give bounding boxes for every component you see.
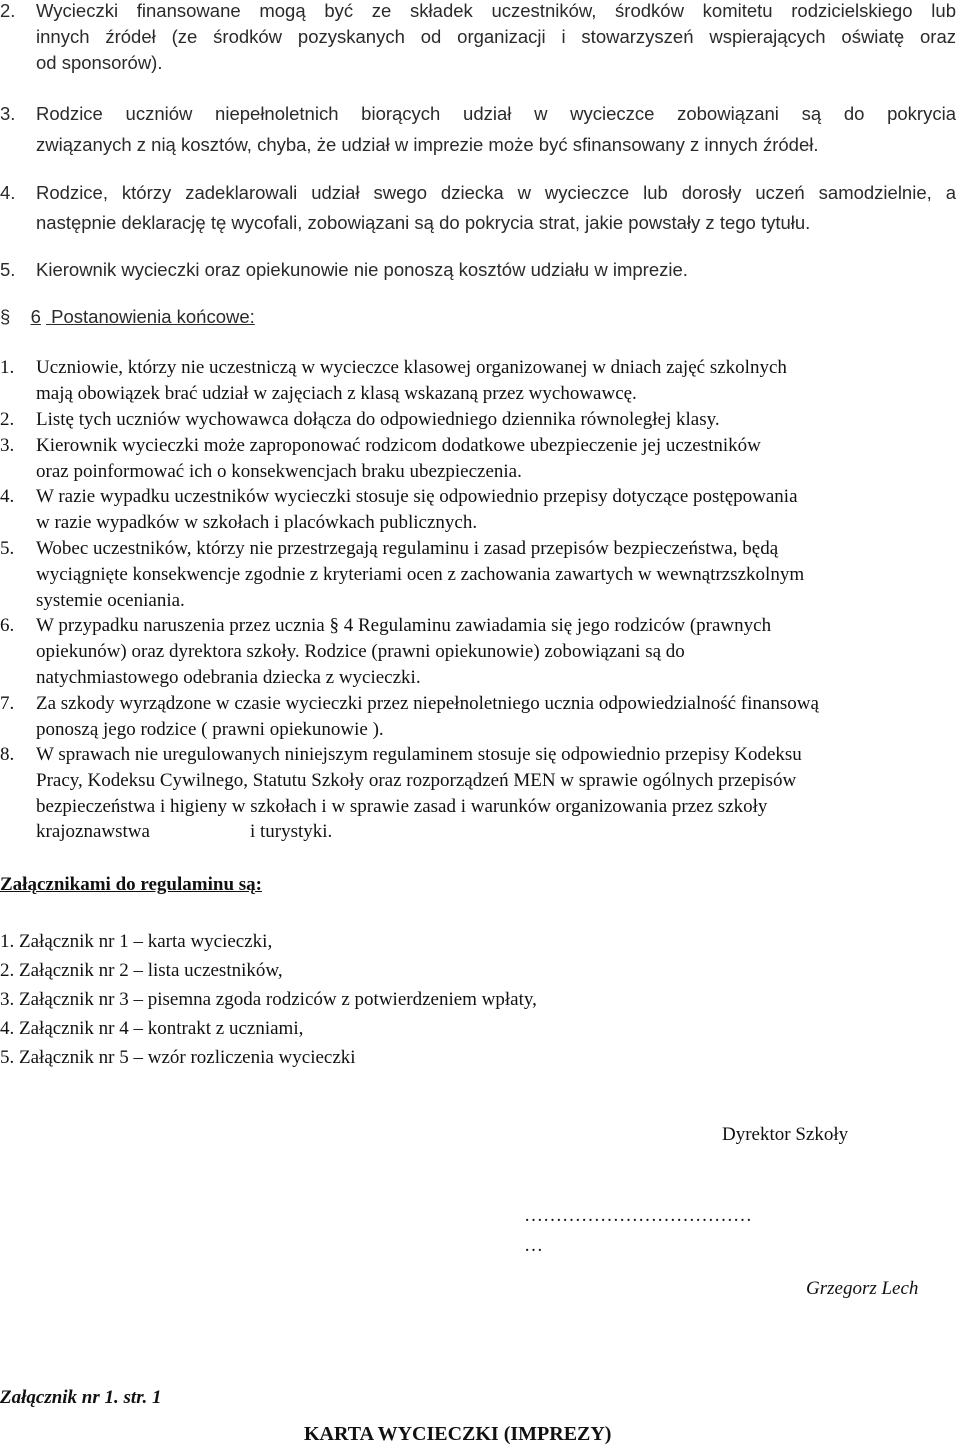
section-heading: [0, 306, 255, 328]
section-number: 6: [30, 306, 41, 327]
item-text-line: następnie deklarację tę wycofali, zobowiązani są do pokrycia strat, jakie powstały z tego tytułu.: [36, 212, 811, 233]
item-text-line: Rodzice, którzy zadeklarowali udział swego dziecka w wycieczce lub dorosły uczeń samodzielnie, a: [36, 182, 956, 203]
item-number: 3.: [0, 103, 16, 124]
signature-name: Grzegorz Lech: [806, 1278, 919, 1299]
signature-dots: …: [524, 1235, 543, 1256]
signature-dots: ………………………………: [524, 1205, 752, 1226]
section-symbol: §: [0, 306, 11, 327]
item-number: 8.: [0, 744, 15, 765]
item-text-line: Kierownik wycieczki może zaproponować rodzicom dodatkowe ubezpieczenie jej uczestników: [36, 435, 761, 456]
item-text-line: wyciągnięte konsekwencje zgodnie z kryteriami ocen z zachowania zawartych w wewnątrzszkolnym: [36, 564, 805, 585]
item-number: 5.: [0, 538, 15, 559]
item-text-line: związanych z nią kosztów, chyba, że udział w imprezie może być sfinansowany z innych źródeł.: [36, 134, 819, 155]
item-text-line: Kierownik wycieczki oraz opiekunowie nie ponoszą kosztów udziału w imprezie.: [36, 259, 688, 280]
attachment-item: 3. Załącznik nr 3 – pisemna zgoda rodziców z potwierdzeniem wpłaty,: [0, 989, 537, 1010]
item-number: 2.: [0, 409, 15, 430]
item-text-line: Pracy, Kodeksu Cywilnego, Statutu Szkoły oraz rozporządzeń MEN w sprawie ogólnych przepisów: [36, 770, 797, 791]
item-text-line: W sprawach nie uregulowanych niniejszym regulaminem stosuje się odpowiednio przepisy Kodeksu: [36, 744, 802, 765]
attachment-item: 1. Załącznik nr 1 – karta wycieczki,: [0, 931, 273, 952]
item-text-line: od sponsorów).: [36, 52, 163, 73]
item-text-line: systemie oceniania.: [36, 590, 185, 611]
attachment-item: 2. Załącznik nr 2 – lista uczestników,: [0, 960, 283, 981]
item-text-line: Rodzice uczniów niepełnoletnich biorących udział w wycieczce zobowiązani są do pokrycia: [36, 103, 956, 124]
item-text-line: Uczniowie, którzy nie uczestniczą w wycieczce klasowej organizowanej w dniach zajęć szkolnych: [36, 357, 787, 378]
item-text-line: opiekunów) oraz dyrektora szkoły. Rodzice (prawni opiekunowie) zobowiązani są do: [36, 641, 685, 662]
item-text-line: Wobec uczestników, którzy nie przestrzegają regulaminu i zasad przepisów bezpieczeństwa, będą: [36, 538, 779, 559]
item-text-line: W przypadku naruszenia przez ucznia § 4 Regulaminu zawiadamia się jego rodziców (prawnych: [36, 615, 772, 636]
section-title: Postanowienia końcowe:: [51, 306, 255, 327]
item-text-line: W razie wypadku uczestników wycieczki stosuje się odpowiednio przepisy dotyczące postępowania: [36, 486, 798, 507]
item-number: 6.: [0, 615, 15, 636]
item-number: 4.: [0, 182, 16, 203]
item-text-line: oraz poinformować ich o konsekwencjach braku ubezpieczenia.: [36, 461, 522, 482]
item-text-line: ponoszą jego rodzice ( prawni opiekunowie ).: [36, 719, 384, 740]
item-text-line: innych źródeł (ze środków pozyskanych od organizacji i stowarzyszeń wspierających oświatę oraz: [36, 26, 956, 47]
item-text-line: w razie wypadków w szkołach i placówkach publicznych.: [36, 512, 478, 533]
signature-role: Dyrektor Szkoły: [722, 1124, 849, 1145]
item-text-part: krajoznawstwa: [36, 821, 150, 842]
item-text-line: mają obowiązek brać udział w zajęciach z klasą wskazaną przez wychowawcę.: [36, 383, 637, 404]
item-text-line: [36, 821, 332, 843]
item-text-part: i turystyki.: [249, 821, 333, 842]
item-number: 1.: [0, 357, 15, 378]
item-text-line: bezpieczeństwa i higieny w szkołach i w sprawie zasad i warunków organizowania przez szkoły: [36, 796, 768, 817]
attachment-item: 5. Załącznik nr 5 – wzór rozliczenia wycieczki: [0, 1047, 356, 1068]
item-text-line: Wycieczki finansowane mogą być ze składek uczestników, środków komitetu rodzicielskiego lub: [36, 0, 956, 21]
item-text-line: Za szkody wyrządzone w czasie wycieczki przez niepełnoletniego ucznia odpowiedzialność finansową: [36, 693, 819, 714]
item-number: 7.: [0, 693, 15, 714]
item-number: 5.: [0, 259, 16, 280]
item-text-line: Listę tych uczniów wychowawca dołącza do odpowiedniego dziennika równoległej klasy.: [36, 409, 720, 430]
attachment-page-label: Załącznik nr 1. str. 1: [0, 1387, 162, 1408]
item-number: 4.: [0, 486, 15, 507]
attachment-item: 4. Załącznik nr 4 – kontrakt z uczniami,: [0, 1018, 304, 1039]
attachments-heading: Załącznikami do regulaminu są:: [0, 874, 262, 895]
item-text-line: natychmiastowego odebrania dziecka z wycieczki.: [36, 667, 421, 688]
card-title: KARTA WYCIECZKI (IMPREZY): [304, 1423, 612, 1445]
item-number: 3.: [0, 435, 15, 456]
item-number: 2.: [0, 0, 16, 21]
